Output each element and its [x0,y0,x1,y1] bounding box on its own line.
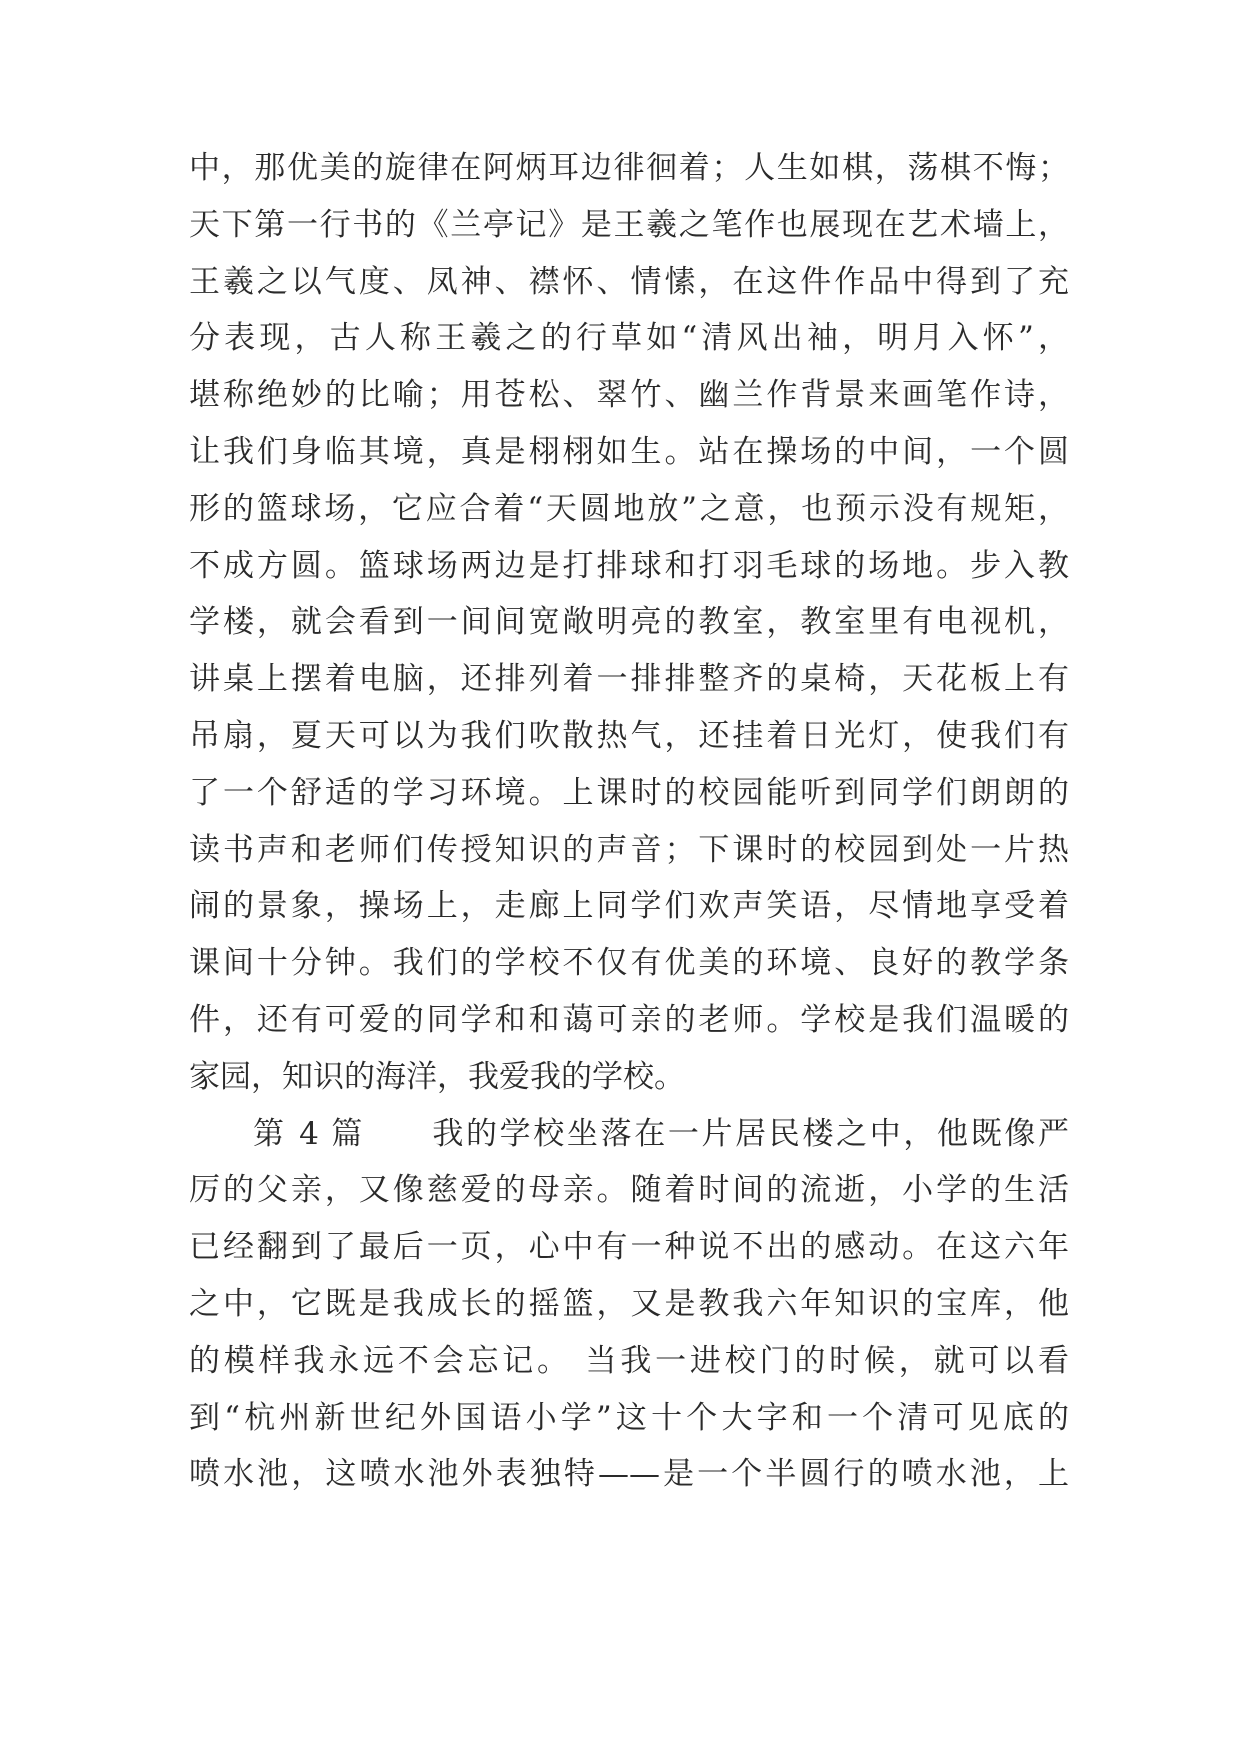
text-line: 堪称绝妙的比喻；用苍松、翠竹、幽兰作背景来画笔作诗， [189,377,1069,414]
body-text [189,140,1069,1503]
text-line: 中，那优美的旋律在阿炳耳边徘徊着；人生如棋，荡棋不悔； [189,150,1069,186]
text-line: 王羲之以气度、凤神、襟怀、情愫，在这件作品中得到了充 [189,263,1069,300]
text-line: 家园，知识的海洋，我爱我的学校。 [189,1058,685,1095]
text-line: 天下第一行书的《兰亭记》是王羲之笔作也展现在艺术墙上， [189,206,1069,243]
text-line: 不成方圆。篮球场两边是打排球和打羽毛球的场地。步入教 [189,547,1069,584]
text-line: 到“杭州新世纪外国语小学”这十个大字和一个清可见底的 [189,1399,1069,1436]
text-line: 读书声和老师们传授知识的声音；下课时的校园到处一片热 [189,831,1069,868]
text-line: 分表现，古人称王羲之的行草如“清风出袖，明月入怀”， [189,320,1069,357]
text-line: 件，还有可爱的同学和和蔼可亲的老师。学校是我们温暖的 [189,1001,1069,1038]
text-line: 形的篮球场，它应合着“天圆地放”之意，也预示没有规矩， [189,490,1069,527]
text-line: 学楼，就会看到一间间宽敞明亮的教室，教室里有电视机， [189,604,1069,641]
text-line: 讲桌上摆着电脑，还排列着一排排整齐的桌椅，天花板上有 [189,661,1069,698]
text-line: 课间十分钟。我们的学校不仅有优美的环境、良好的教学条 [189,945,1069,982]
text-line: 了一个舒适的学习环境。上课时的校园能听到同学们朗朗的 [189,774,1069,811]
text-line: 之中，它既是我成长的摇篮，又是教我六年知识的宝库，他 [189,1285,1069,1322]
text-line: 已经翻到了最后一页，心中有一种说不出的感动。在这六年 [189,1229,1069,1266]
text-line: 让我们身临其境，真是栩栩如生。站在操场的中间，一个圆 [189,433,1069,470]
text-line: 喷水池，这喷水池外表独特——是一个半圆行的喷水池，上 [189,1456,1069,1493]
text-line: 的模样我永远不会忘记。 当我一进校门的时候，就可以看 [189,1342,1069,1379]
text-line: 吊扇，夏天可以为我们吹散热气，还挂着日光灯，使我们有 [189,717,1069,754]
section-heading-line: 第 4 篇 我的学校坐落在一片居民楼之中，他既像严 [253,1115,1069,1152]
text-line: 厉的父亲，又像慈爱的母亲。随着时间的流逝，小学的生活 [189,1172,1069,1209]
text-line: 闹的景象，操场上，走廊上同学们欢声笑语，尽情地享受着 [189,888,1069,925]
